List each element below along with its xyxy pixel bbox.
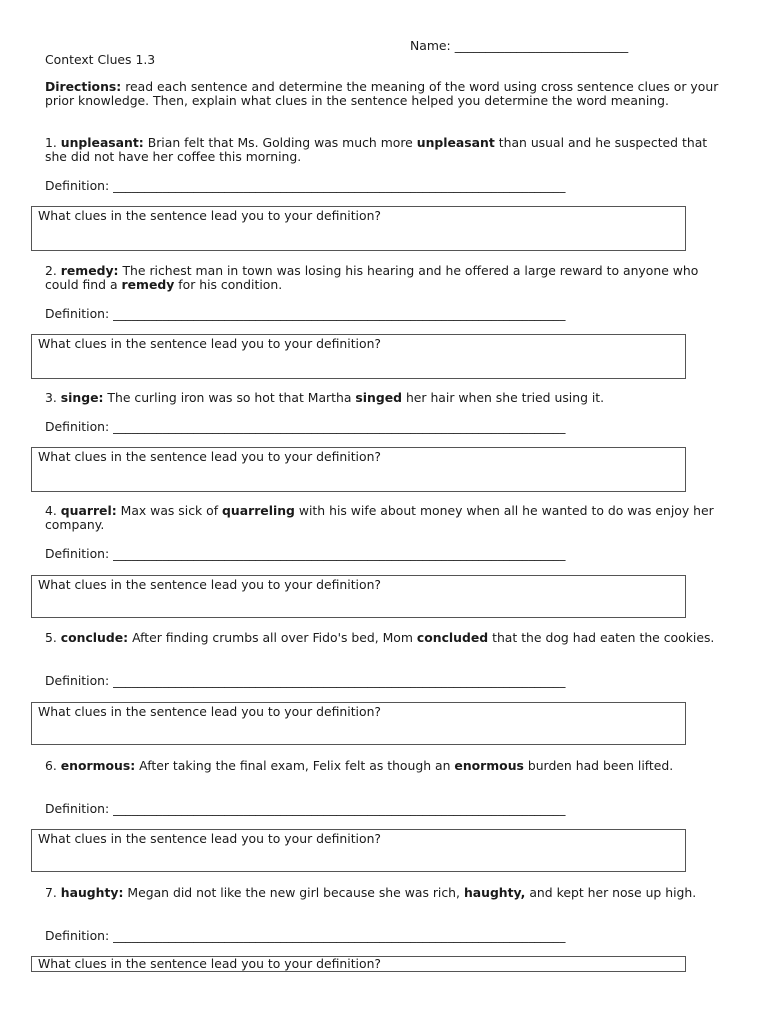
question-number: 7.: [45, 885, 57, 900]
definition-line-1[interactable]: Definition: _________________________________________________________________________: [45, 178, 566, 193]
name-line[interactable]: ____________________________: [454, 38, 629, 53]
question-7: 7. haughty: Megan did not like the new girl because she was rich, haughty, and kept her nose up high.: [45, 885, 697, 900]
question-term: quarrel:: [60, 503, 117, 518]
question-term: remedy:: [60, 263, 119, 278]
question-number: 5.: [45, 630, 57, 645]
name-label: Name:: [410, 38, 451, 53]
question-number: 1.: [45, 135, 57, 150]
definition-line-5[interactable]: Definition: _________________________________________________________________________: [45, 673, 566, 688]
clue-box-3[interactable]: [31, 447, 686, 492]
question-4: 4. quarrel: Max was sick of quarreling with his wife about money when all he wanted to do was enjoy her company.: [45, 503, 714, 532]
worksheet-title: Context Clues 1.3: [45, 52, 156, 67]
question-number: 2.: [45, 263, 57, 278]
clue-box-5[interactable]: [31, 702, 686, 745]
clue-prompt: What clues in the sentence lead you to your definition?: [38, 577, 382, 592]
clue-box-6[interactable]: [31, 829, 686, 872]
question-1: 1. unpleasant: Brian felt that Ms. Golding was much more unpleasant than usual and he suspected that she did not have her coffee this morning.: [45, 135, 708, 164]
clue-box-1[interactable]: [31, 206, 686, 251]
question-number: 6.: [45, 758, 57, 773]
clue-box-4[interactable]: [31, 575, 686, 618]
definition-line-3[interactable]: Definition: _________________________________________________________________________: [45, 419, 566, 434]
question-term: unpleasant:: [60, 135, 144, 150]
clue-box-7[interactable]: [31, 956, 686, 972]
question-5: 5. conclude: After finding crumbs all over Fido's bed, Mom concluded that the dog had eaten the cookies.: [45, 630, 715, 645]
clue-prompt: What clues in the sentence lead you to your definition?: [38, 956, 382, 971]
question-term: haughty:: [60, 885, 124, 900]
directions-label: Directions:: [45, 79, 122, 94]
clue-prompt: What clues in the sentence lead you to your definition?: [38, 704, 382, 719]
clue-prompt: What clues in the sentence lead you to your definition?: [38, 449, 382, 464]
question-3: 3. singe: The curling iron was so hot that Martha singed her hair when she tried using it.: [45, 390, 605, 405]
question-number: 4.: [45, 503, 57, 518]
directions: [45, 80, 730, 108]
directions-text: read each sentence and determine the meaning of the word using cross sentence clues or your prior knowledge. Then, explain what clues in the sentence helped you determine the word meaning.: [45, 79, 719, 108]
clue-box-2[interactable]: [31, 334, 686, 379]
question-number: 3.: [45, 390, 57, 405]
clue-prompt: What clues in the sentence lead you to your definition?: [38, 831, 382, 846]
definition-line-2[interactable]: Definition: _________________________________________________________________________: [45, 306, 566, 321]
definition-line-7[interactable]: Definition: _________________________________________________________________________: [45, 928, 566, 943]
clue-prompt: What clues in the sentence lead you to your definition?: [38, 208, 382, 223]
question-term: conclude:: [60, 630, 129, 645]
question-term: singe:: [60, 390, 104, 405]
question-term: enormous:: [60, 758, 136, 773]
question-2: 2. remedy: The richest man in town was losing his hearing and he offered a large reward to anyone who could find a remedy for his condition.: [45, 263, 699, 292]
clue-prompt: What clues in the sentence lead you to your definition?: [38, 336, 382, 351]
definition-line-4[interactable]: Definition: _________________________________________________________________________: [45, 546, 566, 561]
name-field[interactable]: [410, 38, 628, 53]
definition-line-6[interactable]: Definition: _________________________________________________________________________: [45, 801, 566, 816]
question-6: 6. enormous: After taking the final exam, Felix felt as though an enormous burden had been lifted.: [45, 758, 674, 773]
